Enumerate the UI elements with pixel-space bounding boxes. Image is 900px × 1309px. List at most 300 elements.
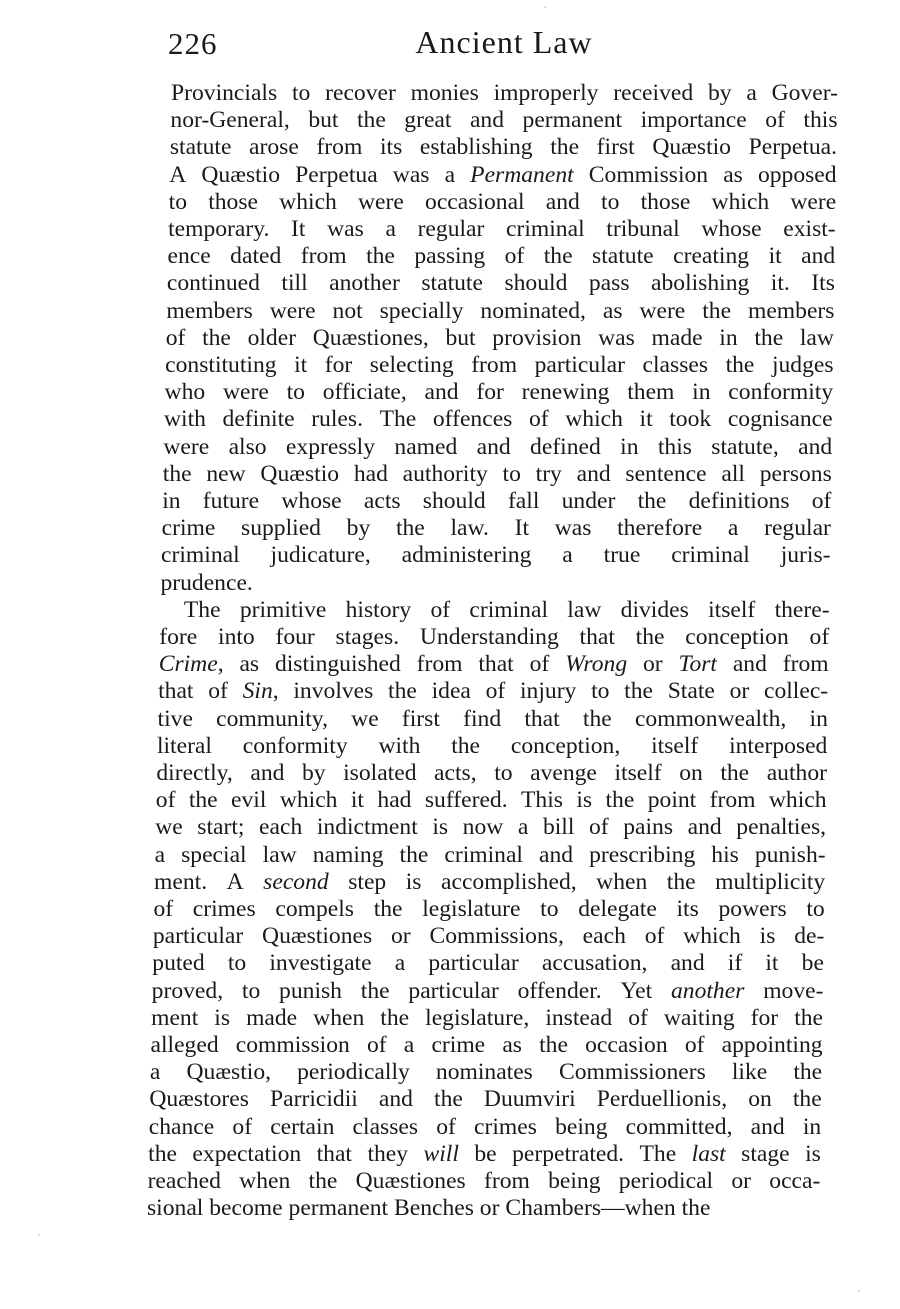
word: by <box>301 760 326 786</box>
word: the <box>543 243 573 270</box>
word: of <box>765 107 785 134</box>
text-line <box>149 1114 822 1141</box>
word: legislature, <box>425 1004 530 1031</box>
word: acts <box>363 488 401 514</box>
word: juris- <box>780 542 831 569</box>
word: true <box>603 542 641 569</box>
word: is <box>759 923 776 950</box>
word: stage <box>741 1140 790 1167</box>
word: those <box>208 188 258 215</box>
word: it <box>294 352 308 378</box>
word: naming <box>312 841 384 868</box>
word: try <box>535 460 562 487</box>
word: Permanent <box>470 161 574 188</box>
scan-speck <box>544 6 546 8</box>
word: the <box>725 352 755 378</box>
word: passing <box>414 243 486 270</box>
word: conception, <box>510 732 621 759</box>
word: new <box>206 460 246 487</box>
word: for <box>750 1004 779 1031</box>
word: indictment <box>316 814 418 841</box>
word: which <box>279 188 337 215</box>
text-line <box>148 1141 821 1168</box>
word: in <box>809 705 828 732</box>
word: suffered. <box>424 787 508 814</box>
word: which <box>711 188 770 215</box>
word: should <box>504 270 568 297</box>
word: renewing <box>521 379 610 406</box>
word: we <box>351 705 379 732</box>
word: Perpetua. <box>748 134 838 161</box>
text-line <box>152 950 824 977</box>
text-line <box>161 542 830 569</box>
word: improperly <box>493 80 599 106</box>
word: Gover- <box>771 80 838 106</box>
word: sentence <box>625 460 707 487</box>
word: there- <box>774 596 830 623</box>
word: special <box>181 841 247 868</box>
word: the <box>754 324 784 351</box>
word: the <box>399 841 429 868</box>
word: classes <box>642 352 709 378</box>
word: as <box>239 651 260 678</box>
word: divides <box>620 596 689 623</box>
word: the <box>793 1059 823 1086</box>
word: Wrong <box>565 651 628 678</box>
word: when <box>239 1168 291 1194</box>
text-line <box>164 406 833 433</box>
word: and <box>687 814 722 841</box>
word: when <box>313 1004 365 1031</box>
word: law <box>567 596 602 623</box>
word: offender. <box>517 977 602 1004</box>
word: and <box>476 433 511 460</box>
word: is <box>214 1004 231 1031</box>
word: whose <box>281 488 342 514</box>
text-line <box>147 1195 710 1222</box>
word: the <box>188 787 218 814</box>
word: selecting <box>369 352 454 378</box>
word: conception <box>685 624 789 650</box>
word: The <box>639 1140 677 1167</box>
word: with <box>378 732 421 759</box>
word: definitions <box>688 488 790 514</box>
word: a <box>149 1059 161 1086</box>
word: whose <box>701 216 762 242</box>
word: committed, <box>625 1113 733 1140</box>
word: pass <box>588 270 630 297</box>
word: into <box>218 624 255 650</box>
page-header <box>168 24 840 70</box>
word: Yet <box>620 977 653 1004</box>
word: be <box>474 1140 497 1167</box>
word: is <box>805 1140 821 1167</box>
word: its <box>676 896 699 922</box>
word: Sin, <box>242 678 279 705</box>
word: conformity <box>242 732 348 759</box>
word: a <box>562 542 573 569</box>
word: the <box>550 134 580 161</box>
word: conformity <box>728 379 834 406</box>
text-line <box>159 651 829 678</box>
word: future <box>202 488 260 514</box>
word: commonwealth, <box>634 705 787 732</box>
word: his <box>711 841 739 868</box>
word: judicature, <box>270 542 371 569</box>
word: cognisance <box>727 406 833 433</box>
word: but <box>445 324 476 351</box>
word: Duumviri <box>483 1086 576 1113</box>
word: now <box>462 814 504 841</box>
word: on <box>748 1086 772 1113</box>
word: made <box>651 324 703 351</box>
word: opposed <box>757 161 837 188</box>
word: monies <box>410 80 479 106</box>
word: Crime, <box>158 651 224 678</box>
word: in <box>692 379 711 406</box>
word: pains <box>623 814 674 841</box>
word: Quæstio <box>201 161 281 188</box>
word: of <box>628 1004 648 1031</box>
word: provision <box>492 324 582 351</box>
word: criminal <box>671 542 750 569</box>
word: offences <box>432 406 513 433</box>
word: crimes <box>192 896 256 922</box>
word: definite <box>222 406 295 433</box>
text-segment: sional become permanent Benches or Chambers—when the <box>147 1195 711 1222</box>
word: community, <box>216 705 328 732</box>
word: of <box>589 814 609 841</box>
word: multiplicity <box>715 868 826 895</box>
word: Parricidii <box>270 1086 358 1113</box>
word: Quæstiones, <box>312 324 429 351</box>
word: it <box>768 243 782 270</box>
word: statute <box>592 243 654 270</box>
word: Quæstio, <box>186 1059 272 1086</box>
word: a <box>154 841 166 868</box>
word: in <box>802 1113 822 1140</box>
word: under <box>561 488 616 514</box>
word: law <box>262 841 297 868</box>
word: find <box>463 705 502 732</box>
word: step <box>348 868 387 895</box>
word: crimes <box>474 1113 537 1140</box>
word: Perduellionis, <box>596 1086 728 1113</box>
word: and <box>670 950 705 977</box>
word: a <box>403 1032 415 1058</box>
word: idea <box>431 678 471 705</box>
word: not <box>332 297 363 324</box>
word: accusation, <box>541 950 648 977</box>
word: had <box>377 787 412 814</box>
word: particular <box>534 352 625 378</box>
word: the <box>794 1004 824 1031</box>
word: each <box>259 814 303 841</box>
word: of <box>644 923 665 950</box>
word: isolated <box>343 760 417 786</box>
word: if <box>727 950 743 977</box>
word: to <box>540 896 559 922</box>
text-line <box>166 325 834 352</box>
word: four <box>275 624 315 650</box>
text-line <box>167 270 835 297</box>
word: compels <box>275 896 354 922</box>
word: importance <box>640 107 747 134</box>
text-segment: prudence. <box>160 569 253 596</box>
word: It <box>291 216 306 242</box>
word: Quæstio <box>260 460 340 487</box>
word: from <box>483 1168 530 1194</box>
word: the <box>582 705 612 732</box>
word: the <box>360 977 390 1004</box>
word: legislature <box>422 896 521 922</box>
word: a <box>444 161 456 188</box>
word: bill <box>542 814 575 841</box>
word: and <box>732 651 767 678</box>
word: second <box>263 868 329 895</box>
word: on <box>679 760 703 786</box>
word: chance <box>148 1113 215 1140</box>
word: and <box>576 460 611 487</box>
word: of <box>155 787 176 814</box>
word: accomplished, <box>441 868 577 895</box>
word: constituting <box>165 352 277 378</box>
word: and <box>424 379 459 406</box>
word: this <box>803 107 838 134</box>
word: that <box>316 1140 352 1167</box>
page-number: 226 <box>168 26 218 61</box>
word: those <box>640 188 691 215</box>
word: perpetrated. <box>512 1140 625 1167</box>
word: itself <box>708 596 756 623</box>
word: crime <box>161 515 216 542</box>
word: being <box>548 1168 601 1194</box>
word: or <box>390 923 411 950</box>
word: from <box>709 787 756 814</box>
word: particular <box>408 977 499 1004</box>
word: or <box>729 678 750 705</box>
word: took <box>669 406 712 433</box>
text-line <box>150 1059 822 1086</box>
word: certain <box>270 1113 335 1140</box>
text-line <box>165 352 833 379</box>
word: till <box>281 270 308 297</box>
word: Perpetua <box>295 161 378 188</box>
word: to <box>168 188 188 215</box>
word: The <box>183 596 221 623</box>
word: nominates <box>435 1059 533 1086</box>
word: powers <box>718 896 787 922</box>
text-line <box>167 243 835 270</box>
word: were <box>222 379 269 406</box>
word: of <box>809 624 830 650</box>
word: rules. <box>311 406 363 433</box>
word: nor-General, <box>170 107 290 134</box>
word: fore <box>159 624 198 650</box>
word: supplied <box>241 515 321 542</box>
text-line <box>153 923 825 950</box>
word: defined <box>530 433 601 460</box>
word: by <box>346 515 371 542</box>
word: the <box>702 297 732 324</box>
word: will <box>423 1140 459 1167</box>
word: of <box>529 651 550 678</box>
word: Quæstiones <box>262 923 373 950</box>
word: with <box>163 406 206 433</box>
word: interposed <box>729 732 828 759</box>
word: criminal <box>506 216 585 242</box>
word: punish <box>279 977 342 1004</box>
word: permanent <box>522 107 623 134</box>
word: of <box>232 1113 253 1140</box>
word: the <box>148 1140 177 1167</box>
word: ence <box>167 243 211 270</box>
word: made <box>246 1004 298 1031</box>
word: de- <box>794 923 825 950</box>
word: Quæstiones <box>355 1168 466 1194</box>
word: of <box>430 596 451 623</box>
text-line <box>156 760 827 787</box>
word: from <box>316 134 363 161</box>
word: and <box>378 1086 413 1113</box>
word: was <box>554 515 592 542</box>
word: to <box>227 950 247 977</box>
word: the <box>388 678 417 705</box>
word: of <box>504 243 525 270</box>
word: The <box>379 406 417 433</box>
word: great <box>404 107 452 134</box>
word: continued <box>166 270 260 297</box>
word: investigate <box>269 950 372 977</box>
word: statute, <box>711 433 779 460</box>
word: were <box>790 188 837 215</box>
word: the <box>356 107 386 134</box>
text-line <box>169 162 836 189</box>
word: arose <box>249 134 299 161</box>
word: criminal <box>161 542 240 569</box>
word: A <box>169 161 187 188</box>
word: had <box>353 460 388 487</box>
word: prescribing <box>589 841 696 868</box>
word: each <box>582 923 626 950</box>
word: law <box>799 324 834 351</box>
word: officiate, <box>322 379 407 406</box>
word: abolishing <box>651 270 750 297</box>
word: received <box>613 80 694 106</box>
word: to <box>291 80 311 106</box>
word: the <box>720 760 750 786</box>
text-line <box>160 570 252 597</box>
word: another <box>670 977 745 1004</box>
word: recover <box>325 80 396 106</box>
word: expectation <box>192 1140 302 1167</box>
word: the <box>666 868 696 895</box>
word: delegate <box>578 896 657 922</box>
word: and <box>801 243 836 270</box>
word: exist- <box>783 216 836 242</box>
word: for <box>324 352 353 378</box>
word: Understanding <box>419 624 559 650</box>
word: evil <box>231 787 267 814</box>
word: from <box>300 243 347 270</box>
word: be <box>801 950 824 977</box>
word: were <box>269 297 316 324</box>
word: directly, <box>156 760 233 786</box>
word: named <box>394 433 458 460</box>
word: as <box>502 1032 522 1058</box>
word: when <box>596 868 648 895</box>
text-line <box>158 706 828 733</box>
word: to <box>286 379 305 406</box>
word: like <box>731 1059 768 1086</box>
word: point <box>647 787 697 814</box>
word: it <box>350 787 364 814</box>
text-line <box>163 461 832 488</box>
text-line <box>166 298 834 325</box>
word: members <box>747 297 835 324</box>
word: author <box>766 760 827 786</box>
word: It <box>514 515 530 542</box>
word: in <box>620 433 639 460</box>
word: from <box>416 651 463 678</box>
word: dated <box>230 243 282 270</box>
word: that <box>579 624 615 650</box>
word: it <box>765 950 779 977</box>
word: primitive <box>239 596 327 623</box>
word: judges <box>771 352 834 378</box>
word: a <box>394 950 406 977</box>
text-line <box>170 134 837 161</box>
word: it <box>639 406 653 433</box>
word: itself <box>651 732 699 759</box>
word: which <box>279 787 338 814</box>
word: criminal <box>469 596 549 623</box>
word: was <box>327 216 364 242</box>
word: of <box>528 406 549 433</box>
word: we <box>155 814 183 841</box>
word: all <box>721 460 745 487</box>
text-line <box>184 597 830 624</box>
word: of <box>366 1032 387 1058</box>
word: and <box>469 107 505 134</box>
word: for <box>476 379 504 406</box>
word: the <box>395 515 425 542</box>
word: was <box>392 161 430 188</box>
word: of <box>165 324 186 351</box>
word: as <box>602 297 623 324</box>
word: creating <box>673 243 750 270</box>
word: in <box>162 488 181 514</box>
word: were <box>358 188 404 215</box>
word: fall <box>507 488 540 514</box>
word: administering <box>401 542 532 569</box>
word: avenge <box>530 760 597 786</box>
word: reached <box>147 1168 221 1194</box>
word: to <box>601 188 620 215</box>
text-line <box>153 896 824 923</box>
word: instead <box>545 1004 613 1031</box>
word: a <box>517 814 529 841</box>
word: of <box>208 678 228 705</box>
word: periodical <box>618 1168 714 1194</box>
word: the <box>637 488 667 514</box>
word: ment. <box>154 868 208 895</box>
word: acts, <box>434 760 477 786</box>
word: but <box>308 107 339 134</box>
word: to <box>494 760 513 786</box>
word: commission <box>235 1032 350 1058</box>
word: the <box>373 896 403 922</box>
